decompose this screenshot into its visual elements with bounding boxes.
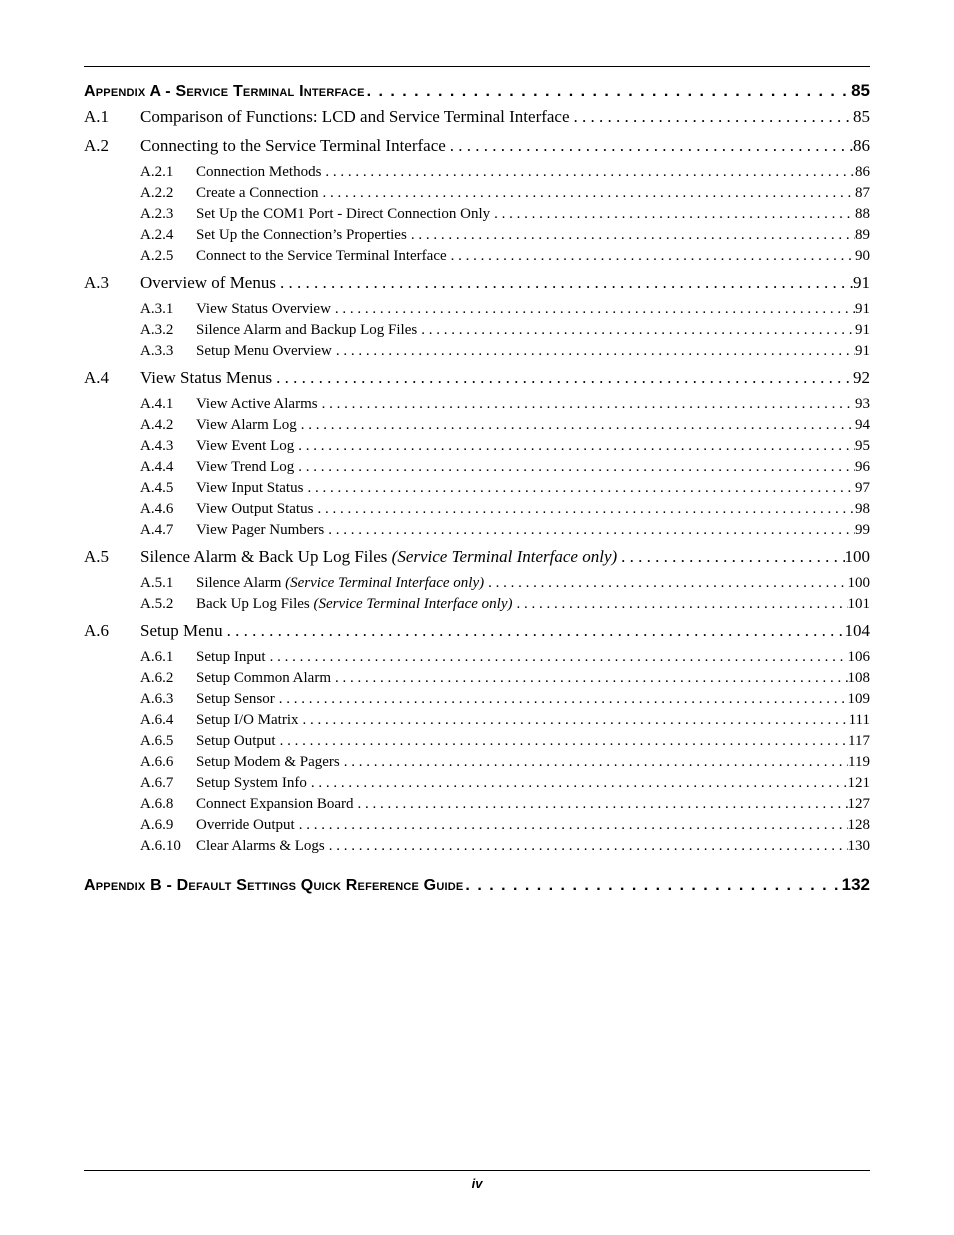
toc-entry-a-1[interactable]: [84, 104, 870, 130]
toc-number: A.3.2: [140, 322, 174, 338]
dot-leader: [617, 544, 844, 570]
toc-page: 130: [847, 838, 870, 854]
toc-page: 86: [855, 164, 870, 180]
dot-leader: [313, 499, 855, 520]
toc-entry-a-4-6[interactable]: [84, 499, 870, 520]
toc-entry-a-5-2[interactable]: [84, 594, 870, 615]
toc-page: 111: [848, 712, 870, 728]
dot-leader: [340, 752, 848, 773]
toc-number: A.4.2: [140, 417, 174, 433]
toc-title: [140, 133, 446, 159]
toc-title: [196, 415, 297, 436]
toc-appendix-b[interactable]: [84, 872, 870, 898]
toc-title-text: View Trend Log: [196, 459, 295, 475]
toc-title-text: Connect to the Service Terminal Interface: [196, 248, 447, 264]
toc-page: 91: [855, 301, 870, 317]
toc-number: A.3.1: [140, 301, 174, 317]
toc-number: A.6.1: [140, 649, 174, 665]
toc-title: [196, 436, 294, 457]
toc-entry-a-4-1[interactable]: [84, 394, 870, 415]
toc-entry-a-3-3[interactable]: [84, 341, 870, 362]
toc-number: A.5.1: [140, 575, 174, 591]
toc-number: A.4.7: [140, 522, 174, 538]
toc-entry-a-6-3[interactable]: [84, 689, 870, 710]
toc-title: [196, 794, 353, 815]
dot-leader: [303, 478, 855, 499]
toc-page: 85: [853, 107, 870, 126]
toc-number: A.6.3: [140, 691, 174, 707]
toc-entry-a-4[interactable]: [84, 365, 870, 391]
toc-title: [196, 225, 407, 246]
dot-leader: [266, 647, 848, 668]
toc-entry-a-5-1[interactable]: [84, 573, 870, 594]
toc-title-text: View Output Status: [196, 501, 314, 517]
toc-number: A.6.7: [140, 775, 174, 791]
toc-page: 100: [844, 547, 870, 566]
toc-page: 132: [841, 875, 870, 894]
dot-leader: [512, 594, 847, 615]
toc-title-text: Create a Connection: [196, 185, 319, 201]
toc-title-text: View Pager Numbers: [196, 522, 325, 538]
toc-entry-a-6-6[interactable]: [84, 752, 870, 773]
toc-entry-a-2-5[interactable]: [84, 246, 870, 267]
toc-title-text: View Active Alarms: [196, 396, 318, 412]
toc-title-text: Setup Menu Overview: [196, 343, 332, 359]
dot-leader: [275, 689, 848, 710]
toc-page: 108: [847, 670, 870, 686]
dot-leader: [331, 668, 848, 689]
toc-title: [196, 773, 307, 794]
dot-leader: [331, 299, 855, 320]
toc-entry-a-6-1[interactable]: [84, 647, 870, 668]
toc-page: 95: [855, 438, 870, 454]
toc-page: 97: [855, 480, 870, 496]
toc-number: A.3.3: [140, 343, 174, 359]
toc-title: [140, 365, 272, 391]
toc-appendix-a[interactable]: [84, 78, 870, 104]
toc-title: [140, 104, 570, 130]
toc-title-text: View Status Overview: [196, 301, 331, 317]
toc-entry-a-4-7[interactable]: [84, 520, 870, 541]
toc-number: A.2.1: [140, 164, 174, 180]
toc-title-text: Setup Modem & Pagers: [196, 754, 340, 770]
toc-page: 117: [848, 733, 870, 749]
toc-page: 94: [855, 417, 870, 433]
toc-title: Appendix B - Default Settings Quick Reference Guide: [84, 877, 464, 894]
toc-title-text: Silence Alarm & Back Up Log Files: [140, 547, 388, 566]
toc-title: [196, 162, 321, 183]
toc-title-text: Clear Alarms & Logs: [196, 838, 325, 854]
toc-page: 100: [847, 575, 870, 591]
toc-title: [196, 573, 484, 594]
toc-title-text: Set Up the COM1 Port - Direct Connection Only: [196, 206, 491, 222]
toc-title: [196, 594, 512, 615]
page-number: iv: [471, 1176, 483, 1191]
toc-title-text: Connect Expansion Board: [196, 796, 354, 812]
toc-title-text: Back Up Log Files: [196, 596, 310, 612]
toc-entry-a-6-10[interactable]: [84, 836, 870, 857]
toc-title: [196, 478, 303, 499]
toc-title-text: View Input Status: [196, 480, 304, 496]
toc-title-text: Setup I/O Matrix: [196, 712, 299, 728]
toc-page: 90: [855, 248, 870, 264]
toc-number: A.4.3: [140, 438, 174, 454]
toc-entry-a-6-9[interactable]: [84, 815, 870, 836]
toc-entry-a-2-3[interactable]: [84, 204, 870, 225]
toc-page: 85: [851, 81, 870, 100]
toc-title: [196, 752, 340, 773]
dot-leader: [321, 162, 855, 183]
toc-entry-a-4-5[interactable]: [84, 478, 870, 499]
toc-title-text: Comparison of Functions: LCD and Service Terminal Interface: [140, 107, 570, 126]
toc-number: A.6.9: [140, 817, 174, 833]
toc-number: A.1: [84, 107, 110, 126]
toc-number: A.2.5: [140, 248, 174, 264]
toc-entry-a-6-5[interactable]: [84, 731, 870, 752]
toc-number: A.2.3: [140, 206, 174, 222]
toc-number: A.4.5: [140, 480, 174, 496]
toc-title-text: Setup System Info: [196, 775, 307, 791]
toc-title-text: Silence Alarm and Backup Log Files: [196, 322, 418, 338]
toc-entry-a-4-4[interactable]: [84, 457, 870, 478]
toc-title: Appendix A - Service Terminal Interface: [84, 83, 365, 100]
toc-title: [196, 520, 324, 541]
toc-page: 104: [844, 621, 870, 640]
dot-leader: [295, 815, 848, 836]
toc-title-text: Setup Input: [196, 649, 266, 665]
toc-title-text: Setup Output: [196, 733, 276, 749]
table-of-contents: [84, 78, 870, 898]
toc-title-text: Connecting to the Service Terminal Interface: [140, 136, 446, 155]
dot-leader: [484, 573, 847, 594]
toc-title-qualifier: (Service Terminal Interface only): [285, 575, 485, 591]
toc-number: A.6.10: [140, 838, 181, 854]
dot-leader: [223, 618, 845, 644]
toc-entry-a-6-2[interactable]: [84, 668, 870, 689]
toc-page: 121: [847, 775, 870, 791]
toc-title-text: Override Output: [196, 817, 295, 833]
toc-page: 86: [853, 136, 870, 155]
toc-title: [196, 183, 318, 204]
toc-title: [196, 394, 318, 415]
toc-entry-a-2[interactable]: [84, 133, 870, 159]
toc-number: A.4: [84, 368, 110, 387]
toc-title: [196, 299, 331, 320]
toc-page: 91: [855, 343, 870, 359]
dot-leader: [417, 320, 855, 341]
toc-title-text: Setup Sensor: [196, 691, 275, 707]
toc-title: [196, 710, 299, 731]
toc-entry-a-3-2[interactable]: [84, 320, 870, 341]
toc-entry-a-6-8[interactable]: [84, 794, 870, 815]
toc-title: [140, 544, 617, 570]
toc-title-text: Connection Methods: [196, 164, 322, 180]
toc-page: 89: [855, 227, 870, 243]
dot-leader: [365, 79, 851, 104]
toc-page: 128: [847, 817, 870, 833]
toc-title-text: Overview of Menus: [140, 273, 276, 292]
toc-title-qualifier: (Service Terminal Interface only): [391, 547, 618, 566]
toc-title: [196, 836, 325, 857]
toc-number: A.2: [84, 136, 110, 155]
toc-page: 91: [855, 322, 870, 338]
toc-entry-a-5[interactable]: [84, 544, 870, 570]
toc-entry-a-2-2[interactable]: [84, 183, 870, 204]
toc-page: 93: [855, 396, 870, 412]
toc-title: [196, 731, 276, 752]
toc-number: A.3: [84, 273, 110, 292]
dot-leader: [332, 341, 855, 362]
toc-entry-a-6[interactable]: [84, 618, 870, 644]
toc-entry-a-4-3[interactable]: [84, 436, 870, 457]
dot-leader: [447, 246, 855, 267]
toc-number: A.6.8: [140, 796, 174, 812]
toc-title-text: View Status Menus: [140, 368, 273, 387]
dot-leader: [307, 773, 848, 794]
toc-number: A.4.4: [140, 459, 174, 475]
toc-page: 109: [847, 691, 870, 707]
toc-page: 106: [847, 649, 870, 665]
toc-number: A.6.6: [140, 754, 174, 770]
footer-rule: [84, 1170, 870, 1171]
toc-entry-a-3-1[interactable]: [84, 299, 870, 320]
toc-title-text: Silence Alarm: [196, 575, 282, 591]
toc-title: [196, 689, 275, 710]
toc-title: [196, 815, 295, 836]
dot-leader: [318, 183, 855, 204]
toc-number: A.4.6: [140, 501, 174, 517]
toc-title: [196, 457, 294, 478]
toc-title-text: Setup Common Alarm: [196, 670, 331, 686]
toc-page: 99: [855, 522, 870, 538]
dot-leader: [490, 204, 855, 225]
toc-page: 88: [855, 206, 870, 222]
toc-entries: [84, 104, 870, 857]
toc-title: [196, 341, 332, 362]
toc-number: A.5: [84, 547, 110, 566]
header-rule: [84, 66, 870, 67]
toc-number: A.5.2: [140, 596, 174, 612]
dot-leader: [324, 520, 855, 541]
toc-entry-a-4-2[interactable]: [84, 415, 870, 436]
dot-leader: [297, 415, 855, 436]
toc-number: A.2.4: [140, 227, 174, 243]
dot-leader: [463, 873, 841, 898]
toc-title: [196, 204, 490, 225]
dot-leader: [570, 104, 853, 130]
toc-entry-a-6-7[interactable]: [84, 773, 870, 794]
toc-number: A.4.1: [140, 396, 174, 412]
dot-leader: [276, 731, 848, 752]
dot-leader: [294, 436, 855, 457]
toc-title: [196, 246, 447, 267]
toc-title-text: Set Up the Connection’s Properties: [196, 227, 407, 243]
toc-page: 87: [855, 185, 870, 201]
toc-page: 101: [847, 596, 870, 612]
dot-leader: [353, 794, 847, 815]
toc-title-qualifier: (Service Terminal Interface only): [313, 596, 513, 612]
dot-leader: [299, 710, 849, 731]
toc-page: 92: [853, 368, 870, 387]
toc-entry-a-2-4[interactable]: [84, 225, 870, 246]
toc-page: 96: [855, 459, 870, 475]
toc-number: A.6: [84, 621, 110, 640]
toc-title-text: View Alarm Log: [196, 417, 297, 433]
toc-number: A.6.5: [140, 733, 174, 749]
toc-title: [140, 618, 223, 644]
toc-entry-a-6-4[interactable]: [84, 710, 870, 731]
dot-leader: [272, 365, 853, 391]
toc-number: A.2.2: [140, 185, 174, 201]
toc-title-text: View Event Log: [196, 438, 295, 454]
dot-leader: [276, 270, 853, 296]
toc-title: [196, 320, 417, 341]
toc-entry-a-2-1[interactable]: [84, 162, 870, 183]
dot-leader: [446, 133, 853, 159]
toc-page: 119: [848, 754, 870, 770]
dot-leader: [325, 836, 848, 857]
toc-number: A.6.2: [140, 670, 174, 686]
toc-title: [140, 270, 276, 296]
dot-leader: [407, 225, 855, 246]
toc-title-text: Setup Menu: [140, 621, 223, 640]
toc-title: [196, 668, 331, 689]
dot-leader: [318, 394, 855, 415]
toc-title: [196, 499, 313, 520]
toc-entry-a-3[interactable]: [84, 270, 870, 296]
toc-page: 98: [855, 501, 870, 517]
toc-title: [196, 647, 266, 668]
toc-page: 91: [853, 273, 870, 292]
toc-page: 127: [847, 796, 870, 812]
toc-number: A.6.4: [140, 712, 174, 728]
dot-leader: [294, 457, 855, 478]
